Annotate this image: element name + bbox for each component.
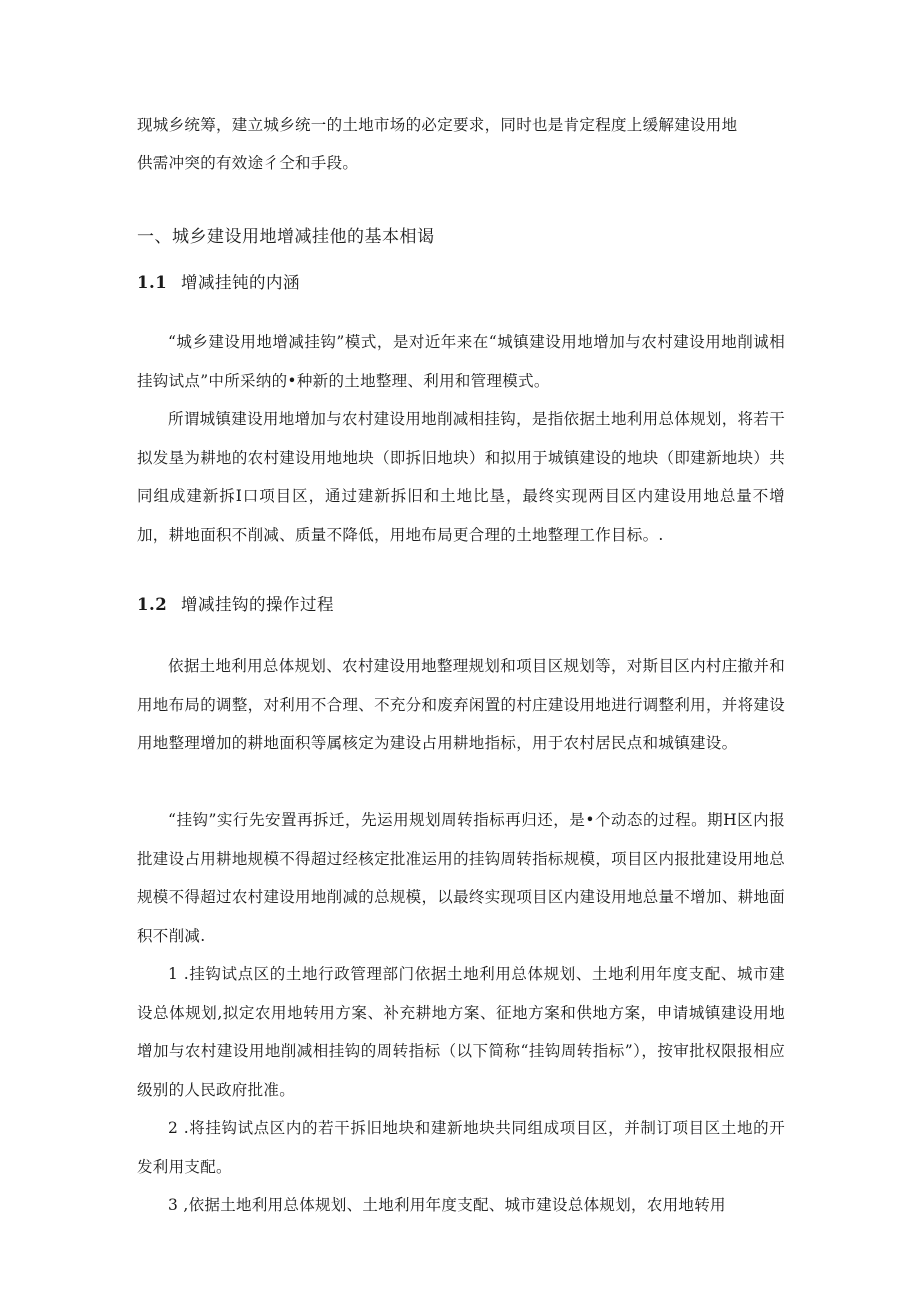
intro-line-1: 现城乡统筹，建立城乡统一的土地市场的必定要求，同时也是肯定程度上缓解建设用地 xyxy=(137,116,738,134)
list-item-2: 2 .将挂钩试点区内的若干拆旧地块和建新地块共同组成项目区，并制订项目区土地的开发利用支配。 xyxy=(137,1119,785,1176)
section-1-1-title: 增减挂钝的内涵 xyxy=(181,273,300,292)
section-1-2-heading xyxy=(137,590,334,620)
paragraph-model-definition: “城乡建设用地增减挂钩”模式，是对近年来在“城镇建设用地增加与农村建设用地削诚相挂钩试点”中所采纳的•种新的土地整理、利用和管理模式。 xyxy=(137,333,785,390)
paragraph-dynamic-process: “挂钩”实行先安置再拆迁，先运用规划周转指标再归还，是•个动态的过程。期H区内报批建设占用耕地规模不得超过经核定批准运用的挂钩周转指标规模，项目区内报批建设用地总规模不得超过农村建设用地削减的总规模，以最终实现项目区内建设用地总量不增加、耕地面积不削减. xyxy=(137,811,785,945)
section-1-2-title: 增减挂钩的操作过程 xyxy=(181,595,334,614)
list-item-1: 1 .挂钩试点区的土地行政管理部门依据土地利用总体规划、土地利用年度支配、城市建设总体规划,拟定农用地转用方案、补充耕地方案、征地方案和供地方案，申请城镇建设用地增加与农村建设用地削减相挂钩的周转指标（以下简称“挂钩周转指标”），按审批权限报相应级别的人民政府批准。 xyxy=(137,965,785,1099)
paragraph-operation-basis: 依据土地利用总体规划、农村建设用地整理规划和项目区规划等，对斯目区内村庄撤并和用地布局的调整，对利用不合理、不充分和废弃闲置的村庄建设用地进行调整利用，并将建设用地整理增加的耕地面积等属核定为建设占用耕地指标，用于农村居民点和城镇建设。 xyxy=(137,657,785,752)
intro-line-2: 供需冲突的有效途彳仝和手段。 xyxy=(137,154,359,172)
list-item-3: 3 ,依据土地利用总体规划、土地利用年度支配、城市建设总体规划，农用地转用 xyxy=(168,1196,726,1214)
paragraph-linkage-definition: 所谓城镇建设用地增加与农村建设用地削减相挂钩，是指依据土地利用总体规划，将若干拟发垦为耕地的农村建设用地地块（即拆旧地块）和拟用于城镇建设的地块（即建新地块）共同组成建新拆I口项目区，通过建新拆旧和土地比垦，最终实现两目区内建设用地总量不增加，耕地面积不削减、质量不降低，用地布局更合理的土地整理工作目标。. xyxy=(137,410,785,544)
section-1-1-heading xyxy=(137,268,300,298)
section-1-1-number: 1.1 xyxy=(137,273,168,292)
section-1-2-number: 1.2 xyxy=(137,595,168,614)
section-1-heading: 一、城乡建设用地增减挂他的基本相谒 xyxy=(137,227,435,247)
